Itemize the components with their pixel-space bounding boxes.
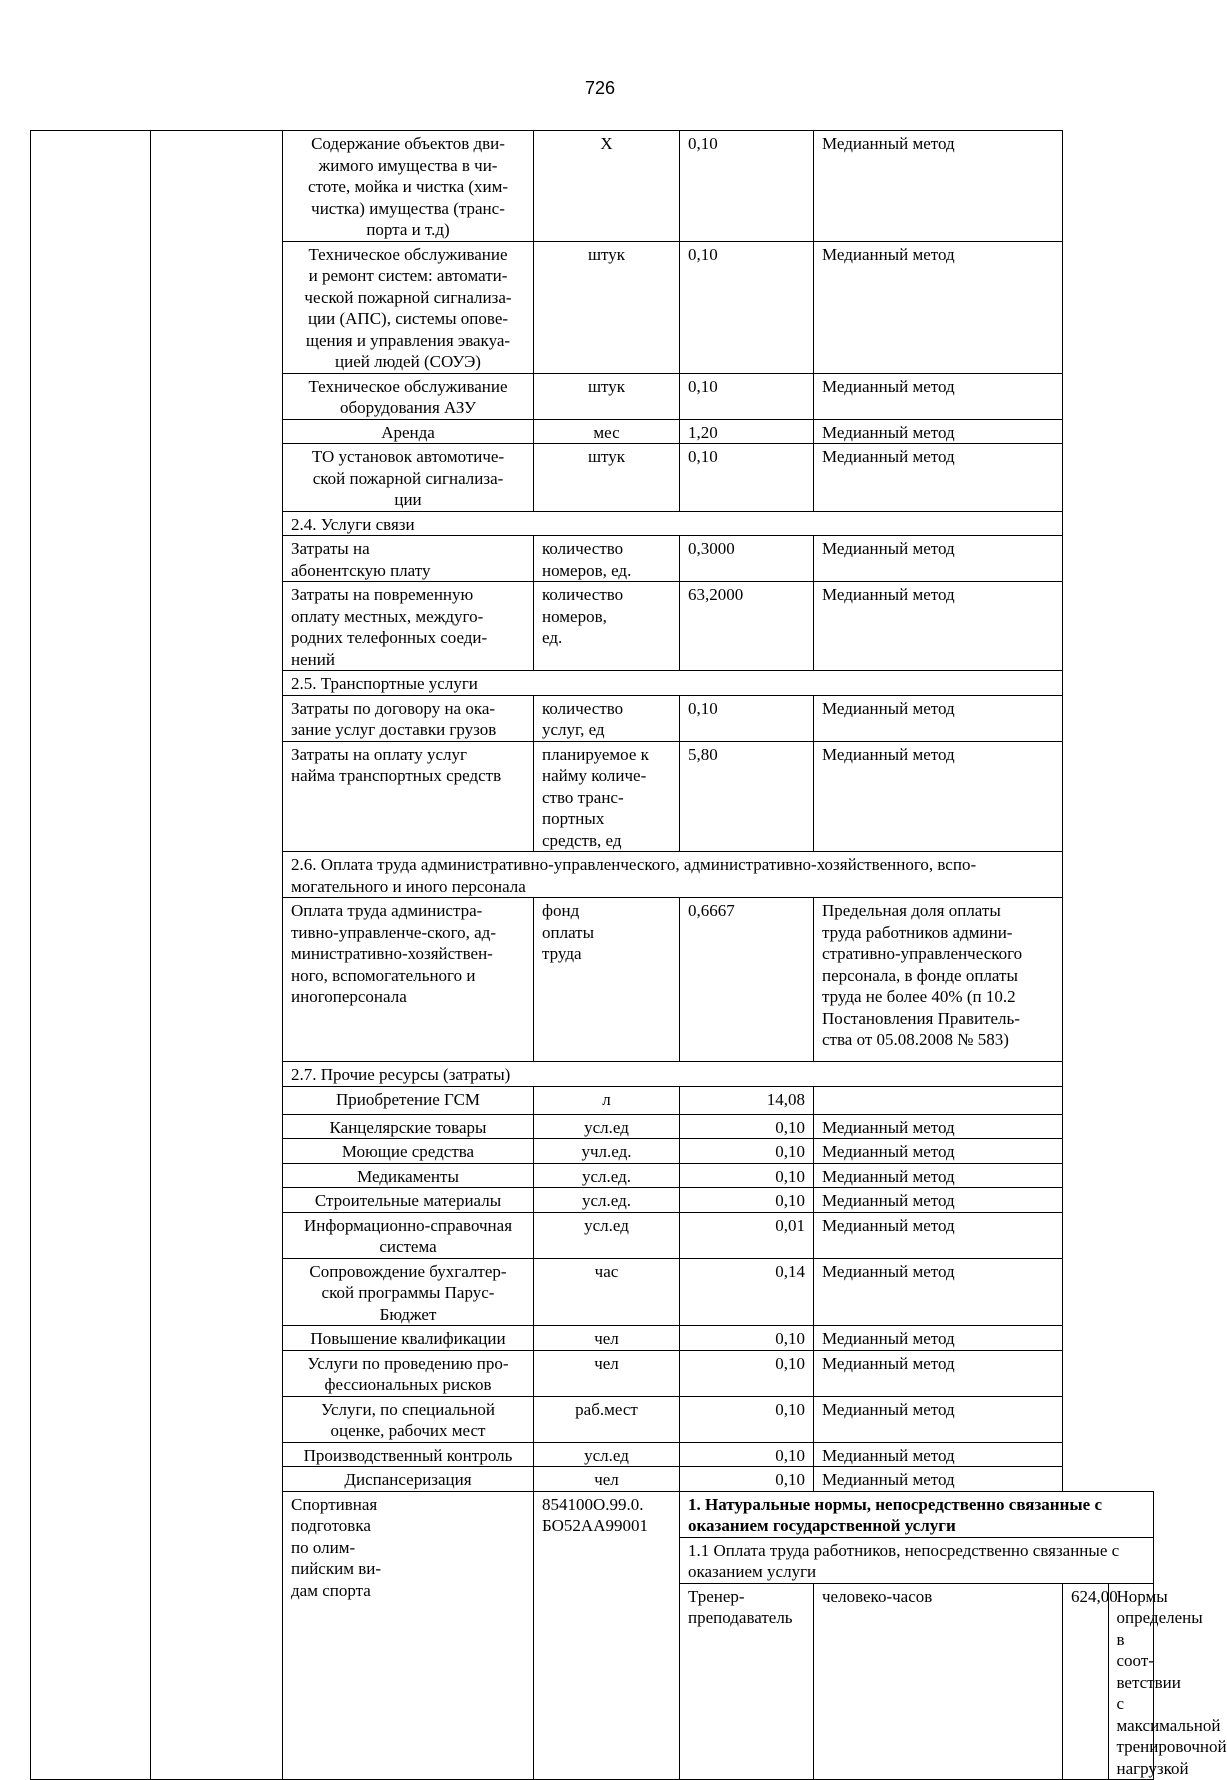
page-number: 726	[584, 78, 616, 98]
cost-name: Моющие средства	[283, 1139, 534, 1164]
cost-method: Медианный метод	[814, 1139, 1063, 1164]
cost-name: Техническое обслуживание оборудования АЗУ	[283, 373, 534, 419]
natural-norms-heading-text: 1. Натуральные нормы, непосредственно связанные с оказанием государственной услуги	[688, 1494, 1103, 1535]
cost-method: Медианный метод	[814, 241, 1063, 373]
cost-method: Медианный метод	[814, 373, 1063, 419]
cost-value: 0,10	[680, 1396, 814, 1442]
cost-value: 0,10	[680, 1139, 814, 1164]
cost-name: Приобретение ГСМ	[283, 1086, 534, 1114]
cost-value: 0,10	[680, 1326, 814, 1351]
cost-unit: Х	[534, 131, 680, 242]
cost-name: Затраты на оплату услуг найма транспортных средств	[283, 741, 534, 852]
cost-unit: мес	[534, 419, 680, 444]
cost-method: Медианный метод	[814, 1258, 1063, 1326]
cost-method: Медианный метод	[814, 1442, 1063, 1467]
cost-unit: штук	[534, 241, 680, 373]
cost-unit: фонд оплаты труда	[534, 898, 680, 1062]
cost-value: 0,10	[680, 1163, 814, 1188]
cost-unit: усл.ед.	[534, 1188, 680, 1213]
cost-value: 0,10	[680, 1442, 814, 1467]
cost-unit: штук	[534, 444, 680, 512]
cost-name: Производственный контроль	[283, 1442, 534, 1467]
service-name-cell-empty	[31, 131, 151, 1780]
cost-unit: планируемое к найму количе- ство транс- портных средств, ед	[534, 741, 680, 852]
cost-value: 0,10	[680, 444, 814, 512]
cost-method: Медианный метод	[814, 444, 1063, 512]
cost-value: 0,10	[680, 241, 814, 373]
cost-method: Медианный метод	[814, 419, 1063, 444]
table-row	[31, 131, 1154, 242]
cost-method	[814, 1086, 1063, 1114]
cost-value: 0,10	[680, 695, 814, 741]
section-title-2-6: 2.6. Оплата труда административно-управленческого, административно-хозяйственного, вспо- могательного и иного персонала	[283, 852, 1063, 898]
cost-value: 14,08	[680, 1086, 814, 1114]
cost-name: Информационно-справочная система	[283, 1212, 534, 1258]
cost-method: Медианный метод	[814, 582, 1063, 671]
section-title-2-5: 2.5. Транспортные услуги	[283, 671, 1063, 696]
cost-unit: чел	[534, 1467, 680, 1492]
cost-value: 0,14	[680, 1258, 814, 1326]
cost-method: Медианный метод	[814, 1163, 1063, 1188]
cost-name: Медикаменты	[283, 1163, 534, 1188]
cost-value: 5,80	[680, 741, 814, 852]
cost-unit: учл.ед.	[534, 1139, 680, 1164]
cost-unit: количество услуг, ед	[534, 695, 680, 741]
cost-unit: количество номеров, ед.	[534, 536, 680, 582]
cost-value: 0,01	[680, 1212, 814, 1258]
cost-name: Затраты на абонентскую плату	[283, 536, 534, 582]
normative-costs-table	[30, 130, 1227, 1780]
cost-method: Медианный метод	[814, 1188, 1063, 1213]
cost-name: Оплата труда администра- тивно-управленче-ского, ад- министративно-хозяйствен- ного, вспомогательного и иногоперсонала	[283, 898, 534, 1062]
cost-unit: усл.ед	[534, 1442, 680, 1467]
cost-value: 0,10	[680, 1188, 814, 1213]
cost-value: 1,20	[680, 419, 814, 444]
cost-value: 0,10	[680, 1467, 814, 1492]
cost-name: Канцелярские товары	[283, 1114, 534, 1139]
natural-norms-heading	[680, 1491, 1154, 1537]
cost-name: Затраты по договору на ока- зание услуг доставки грузов	[283, 695, 534, 741]
cost-name: Техническое обслуживание и ремонт систем: автомати- ческой пожарной сигнализа- ции (АПС), системы опове- щения и управления эвакуа- цией людей (СОУЭ)	[283, 241, 534, 373]
cost-unit: человеко-часов	[814, 1583, 1063, 1780]
cost-method: Медианный метод	[814, 1396, 1063, 1442]
cost-unit: час	[534, 1258, 680, 1326]
cost-method: Медианный метод	[814, 1350, 1063, 1396]
cost-method: Нормы определены в соот- ветствии с максимальной тренировочной нагрузкой	[1108, 1583, 1154, 1780]
cost-value: 624,00	[1063, 1583, 1109, 1780]
cost-method: Медианный метод	[814, 1467, 1063, 1492]
cost-name: Услуги по проведению про- фессиональных рисков	[283, 1350, 534, 1396]
cost-value: 0,10	[680, 1114, 814, 1139]
service-name: Спортивная подготовка по олим- пийским ви- дам спорта	[283, 1491, 534, 1780]
service-code: 854100О.99.0. БО52АА99001	[534, 1491, 680, 1780]
cost-unit: чел	[534, 1326, 680, 1351]
cost-name: ТО установок автомотиче- ской пожарной сигнализа- ции	[283, 444, 534, 512]
cost-method: Медианный метод	[814, 695, 1063, 741]
cost-value: 0,6667	[680, 898, 814, 1062]
cost-value: 0,10	[680, 373, 814, 419]
section-title-2-7: 2.7. Прочие ресурсы (затраты)	[283, 1062, 1063, 1087]
cost-unit: усл.ед.	[534, 1163, 680, 1188]
cost-name: Строительные материалы	[283, 1188, 534, 1213]
cost-name: Затраты на повременную оплату местных, междуго- родних телефонных соеди- нений	[283, 582, 534, 671]
cost-method: Медианный метод	[814, 741, 1063, 852]
cost-value: 0,3000	[680, 536, 814, 582]
cost-unit: чел	[534, 1350, 680, 1396]
cost-unit: раб.мест	[534, 1396, 680, 1442]
cost-method: Медианный метод	[814, 1212, 1063, 1258]
section-title-2-4: 2.4. Услуги связи	[283, 511, 1063, 536]
cost-name: Услуги, по специальной оценке, рабочих мест	[283, 1396, 534, 1442]
cost-name: Аренда	[283, 419, 534, 444]
cost-unit: усл.ед	[534, 1212, 680, 1258]
cost-method: Медианный метод	[814, 1114, 1063, 1139]
cost-method: Медианный метод	[814, 1326, 1063, 1351]
cost-name: Диспансеризация	[283, 1467, 534, 1492]
cost-method: Предельная доля оплаты труда работников админи- стративно-управленческого персонала, в фонде оплаты труда не более 40% (п 10.2 Постановления Правитель- ства от 05.08.2008 № 583)	[814, 898, 1063, 1062]
service-code-cell-empty	[151, 131, 283, 1780]
cost-method: Медианный метод	[814, 536, 1063, 582]
cost-name: Сопровождение бухгалтер- ской программы Парус- Бюджет	[283, 1258, 534, 1326]
cost-name: Повышение квалификации	[283, 1326, 534, 1351]
cost-unit: штук	[534, 373, 680, 419]
labor-heading: 1.1 Оплата труда работников, непосредственно связанные с оказанием услуги	[680, 1537, 1154, 1583]
cost-value: 63,2000	[680, 582, 814, 671]
cost-unit: л	[534, 1086, 680, 1114]
cost-name: Содержание объектов дви- жимого имущества в чи- стоте, мойка и чистка (хим- чистка) имущества (транс- порта и т.д)	[283, 131, 534, 242]
cost-unit: количество номеров, ед.	[534, 582, 680, 671]
cost-value: 0,10	[680, 1350, 814, 1396]
cost-value: 0,10	[680, 131, 814, 242]
cost-unit: усл.ед	[534, 1114, 680, 1139]
cost-name: Тренер-преподаватель	[680, 1583, 814, 1780]
cost-method: Медианный метод	[814, 131, 1063, 242]
